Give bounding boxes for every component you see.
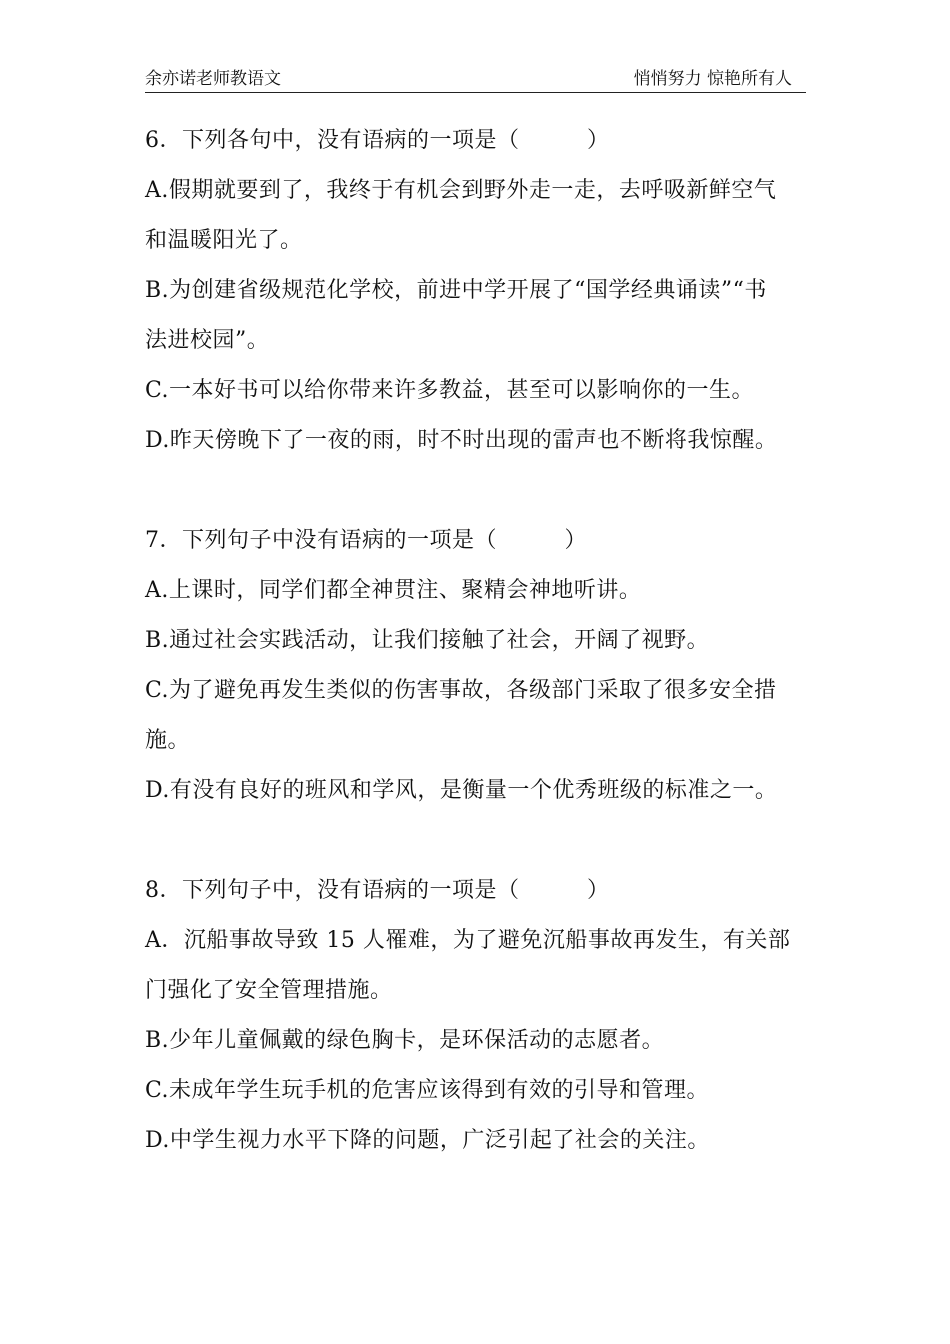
option-d: D.有没有良好的班风和学风，是衡量一个优秀班级的标准之一。 [145, 778, 778, 803]
page-header [145, 66, 806, 93]
option-c-line-1: C.为了避免再发生类似的伤害事故，各级部门采取了很多安全措 [145, 678, 777, 703]
header-left-text: 余亦诺老师教语文 [145, 69, 281, 89]
option-b-line-2: 法进校园”。 [145, 328, 270, 353]
option-d: D.昨天傍晚下了一夜的雨，时不时出现的雷声也不断将我惊醒。 [145, 428, 778, 453]
option-c: C.未成年学生玩手机的危害应该得到有效的引导和管理。 [145, 1078, 710, 1103]
option-a-line-2: 和温暖阳光了。 [145, 228, 303, 253]
question-6 [145, 116, 810, 466]
question-7 [145, 516, 810, 816]
option-b-line-1: B.为创建省级规范化学校，前进中学开展了“国学经典诵读”“书 [145, 278, 767, 303]
document-body [145, 116, 810, 1216]
question-stem: 6．下列各句中，没有语病的一项是（ ） [145, 128, 610, 153]
option-c: C.一本好书可以给你带来许多教益，甚至可以影响你的一生。 [145, 378, 755, 403]
option-d: D.中学生视力水平下降的问题，广泛引起了社会的关注。 [145, 1128, 710, 1153]
question-stem: 8．下列句子中，没有语病的一项是（ ） [145, 878, 610, 903]
option-a: A.上课时，同学们都全神贯注、聚精会神地听讲。 [145, 578, 642, 603]
option-c-line-2: 施。 [145, 728, 191, 753]
option-a-line-2: 门强化了安全管理措施。 [145, 978, 393, 1003]
option-b: B.通过社会实践活动，让我们接触了社会，开阔了视野。 [145, 628, 710, 653]
option-a-line-1: A.假期就要到了，我终于有机会到野外走一走，去呼吸新鲜空气 [145, 178, 777, 203]
header-right-text: 悄悄努力 惊艳所有人 [633, 69, 792, 89]
question-8 [145, 866, 810, 1166]
option-a-line-1: A．沉船事故导致 15 人罹难，为了避免沉船事故再发生，有关部 [145, 928, 791, 953]
option-b: B.少年儿童佩戴的绿色胸卡，是环保活动的志愿者。 [145, 1028, 665, 1053]
question-stem: 7．下列句子中没有语病的一项是（ ） [145, 528, 587, 553]
